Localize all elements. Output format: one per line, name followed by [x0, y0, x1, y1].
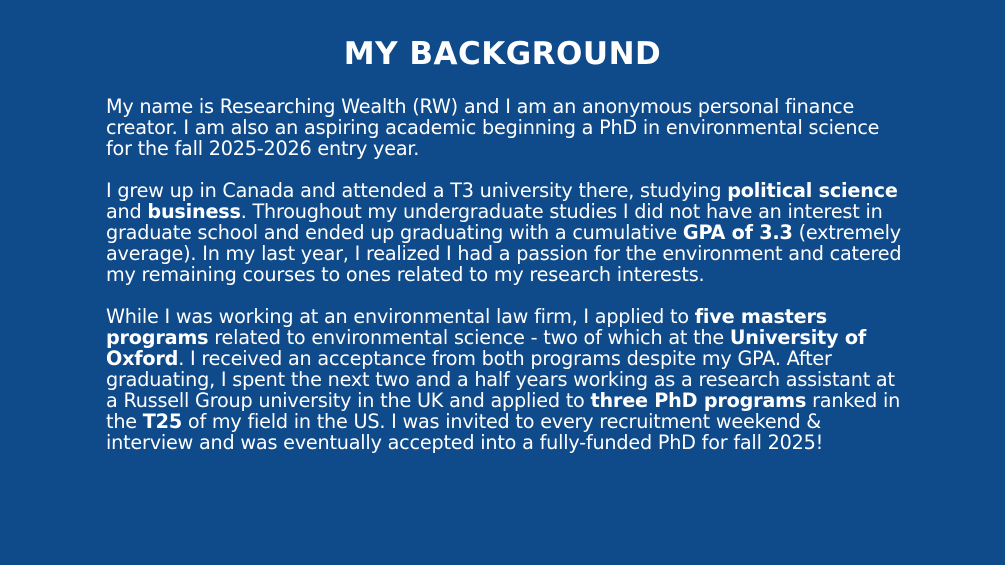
text-segment: and [106, 200, 148, 223]
paragraph-education [106, 180, 906, 285]
text-segment: of my field in the US. I was invited to every recruitment weekend & interview and was eventually accepted into a fully-funded PhD for fall 2025! [106, 410, 824, 454]
background-body [106, 96, 906, 474]
emphasis-gpa: GPA of 3.3 [682, 221, 793, 244]
emphasis-t25: T25 [142, 410, 182, 433]
text-segment: ranked in the [106, 389, 901, 433]
text-segment: . I received an acceptance from both programs despite my GPA. After graduating, I spent the next two and a half years working as a research assistant at a Russell Group university in the UK and applied to [106, 347, 895, 412]
emphasis-five-masters: five masters programs [106, 305, 827, 349]
emphasis-political-science: political science [727, 179, 898, 202]
text-segment: related to environmental science - two of which at the [208, 326, 730, 349]
text-segment: While I was working at an environmental law firm, I applied to [106, 305, 695, 328]
text-segment: . Throughout my undergraduate studies I did not have an interest in graduate school and ended up graduating with a cumulative [106, 200, 883, 244]
emphasis-three-phd: three PhD programs [590, 389, 807, 412]
paragraph-intro [106, 96, 906, 159]
text-segment: I grew up in Canada and attended a T3 university there, studying [106, 179, 728, 202]
page-title: MY BACKGROUND [343, 36, 662, 72]
emphasis-oxford: University of Oxford [106, 326, 866, 370]
text-segment: (extremely average). In my last year, I realized I had a passion for the environment and catered my remaining courses to ones related to my research interests. [106, 221, 902, 286]
text-segment: My name is Researching Wealth (RW) and I am an anonymous personal finance creator. I am also an aspiring academic beginning a PhD in environmental science for the fall 2025-2026 entry year. [106, 95, 880, 160]
emphasis-business: business [147, 200, 241, 223]
paragraph-career [106, 306, 906, 453]
